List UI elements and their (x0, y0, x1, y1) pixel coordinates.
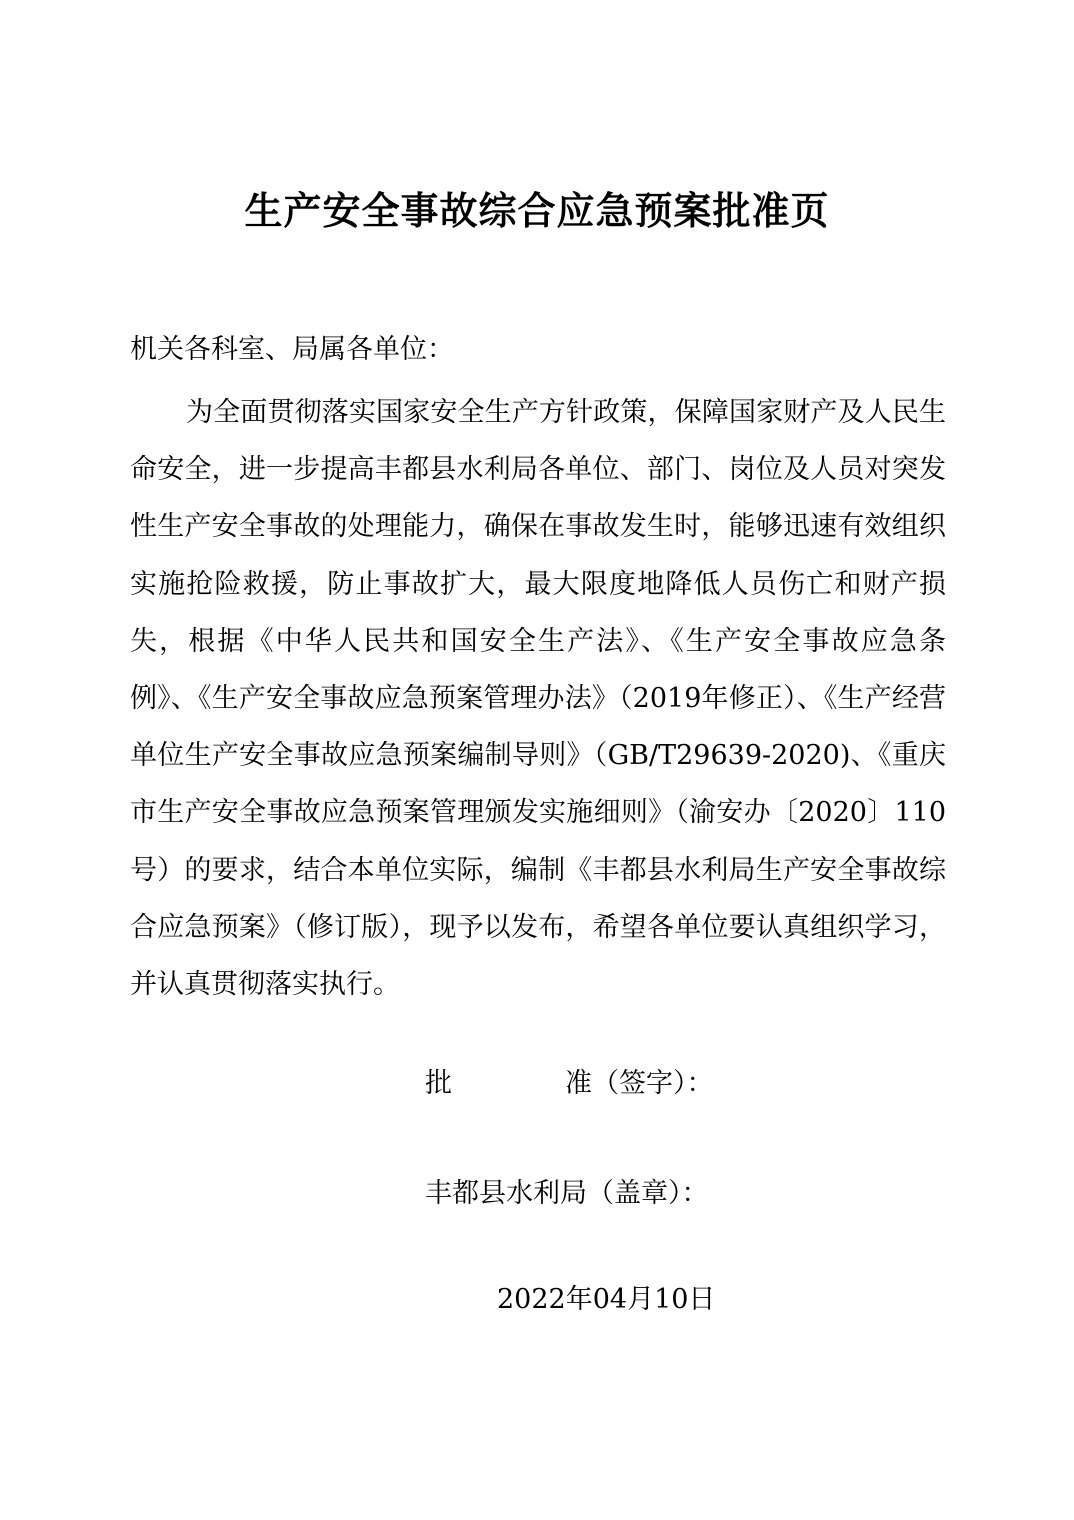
document-title: 生产安全事故综合应急预案批准页 (244, 189, 830, 233)
approval-label-second: 准（签字）： (565, 1068, 714, 1099)
document-date: 2022年04月10日 (497, 1284, 716, 1315)
body-paragraph: 为全面贯彻落实国家安全生产方针政策，保障国家财产及人民生命安全，进一步提高丰都县水利局各单位、部门、岗位及人员对突发性生产安全事故的处理能力，确保在事故发生时，能够迅速有效组织实施抢险救援，防止事故扩大，最大限度地降低人员伤亡和财产损失，根据《中华人民共和国安全生产法》、《生产安全事故应急条例》、《生产安全事故应急预案管理办法》（2019年修正）、《生产经营单位生产安全事故应急预案编制导则》（GB/T29639-2020)、《重庆市生产安全事故应急预案管理颁发实施细则》（渝安办〔2020〕110号）的要求，结合本单位实际，编制《丰都县水利局生产安全事故综合应急预案》（修订版），现予以发布，希望各单位要认真组织学习，并认真贯彻落实执行。 (130, 397, 946, 1001)
salutation: 机关各科室、局属各单位： (130, 334, 454, 365)
approval-signature-line (425, 1064, 714, 1104)
seal-line: 丰都县水利局（盖章）： (425, 1178, 709, 1209)
approval-label-first: 批 (425, 1068, 452, 1099)
